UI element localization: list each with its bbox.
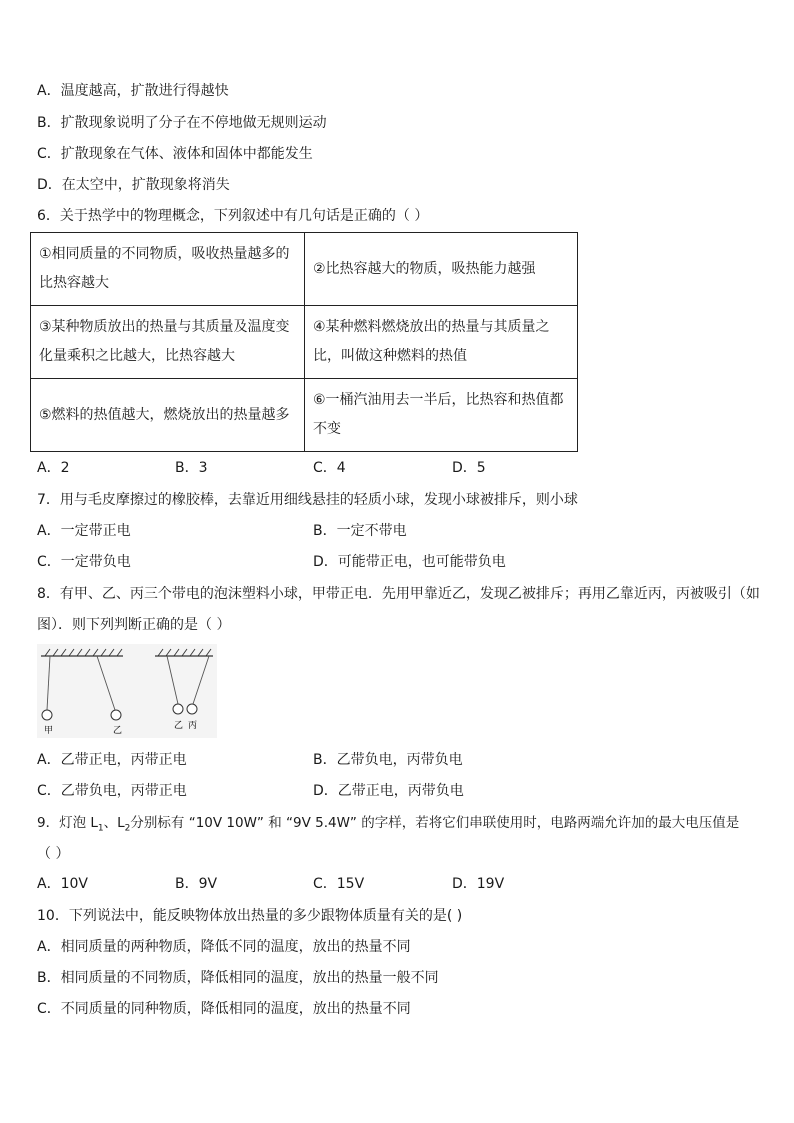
- q9-stem-pre: 9．灯泡 L: [37, 815, 98, 831]
- q9-option-c: C．15V: [313, 876, 365, 892]
- label-yi-right: 乙: [174, 721, 184, 731]
- q6-statement-1: ①相同质量的不同物质，吸收热量越多的比热容越大: [31, 233, 305, 306]
- q6-statement-6: ⑥一桶汽油用去一半后，比热容和热值都不变: [305, 379, 578, 452]
- ball-jia: [42, 710, 52, 720]
- label-jia: 甲: [44, 726, 54, 736]
- ball-bing: [187, 704, 197, 714]
- q5-option-b: B．扩散现象说明了分子在不停地做无规则运动: [37, 115, 327, 131]
- q6-statement-table: [30, 232, 578, 452]
- label-bing: 丙: [188, 721, 198, 731]
- q6-stem: 6．关于热学中的物理概念，下列叙述中有几句话是正确的（ ）: [37, 208, 429, 224]
- q6-option-c: C．4: [313, 460, 346, 476]
- table-row: [31, 379, 578, 452]
- q7-option-b: B．一定不带电: [313, 523, 407, 539]
- q6-option-a: A．2: [37, 460, 70, 476]
- q6-statement-4: ④某种燃料燃烧放出的热量与其质量之比，叫做这种燃料的热值: [305, 306, 578, 379]
- q8-option-d: D．乙带正电，丙带负电: [313, 783, 464, 799]
- q5-option-c: C．扩散现象在气体、液体和固体中都能发生: [37, 146, 313, 162]
- q7-option-d: D．可能带正电，也可能带负电: [313, 554, 506, 570]
- label-yi-left: 乙: [113, 726, 123, 736]
- ball-yi-right: [173, 704, 183, 714]
- q9-stem-line2: （ ）: [37, 846, 70, 862]
- q8-option-b: B．乙带负电，丙带负电: [313, 752, 463, 768]
- q9-stem-mid: 、L: [103, 815, 125, 831]
- table-row: [31, 306, 578, 379]
- q6-statement-2: ②比热容越大的物质，吸热能力越强: [305, 233, 578, 306]
- q7-option-c: C．一定带负电: [37, 554, 131, 570]
- q10-option-b: B．相同质量的不同物质，降低相同的温度，放出的热量一般不同: [37, 970, 439, 986]
- q6-statement-3: ③某种物质放出的热量与其质量及温度变化量乘积之比越大，比热容越大: [31, 306, 305, 379]
- q9-option-d: D．19V: [452, 876, 505, 892]
- q7-option-a: A．一定带正电: [37, 523, 131, 539]
- q6-statement-5: ⑤燃料的热值越大，燃烧放出的热量越多: [31, 379, 305, 452]
- q5-option-d: D．在太空中，扩散现象将消失: [37, 177, 230, 193]
- q10-stem: 10．下列说法中，能反映物体放出热量的多少跟物体质量有关的是( ): [37, 908, 463, 924]
- q8-option-c: C．乙带负电，丙带正电: [37, 783, 187, 799]
- q9-stem-post: 分别标有 “10V 10W” 和 “9V 5.4W” 的字样，若将它们串联使用时，电路两端允许加的最大电压值是: [130, 815, 740, 831]
- q6-option-b: B．3: [175, 460, 208, 476]
- q8-stem-line1: 8．有甲、乙、丙三个带电的泡沫塑料小球，甲带正电．先用甲靠近乙，发现乙被排斥；再用乙靠近丙，丙被吸引（如: [37, 586, 760, 602]
- q9-option-a: A．10V: [37, 876, 88, 892]
- q9-stem-line1: [37, 813, 739, 839]
- q9-sub-2: 2: [124, 823, 131, 834]
- q8-stem-line2: 图）．则下列判断正确的是（ ）: [37, 617, 231, 633]
- q5-option-a: A．温度越高，扩散进行得越快: [37, 83, 229, 99]
- q9-sub-1: 1: [97, 823, 104, 834]
- q8-option-a: A．乙带正电，丙带正电: [37, 752, 187, 768]
- pendulum-diagram: [37, 644, 217, 738]
- q6-option-d: D．5: [452, 460, 486, 476]
- q8-pendulum-figure: [37, 644, 217, 738]
- q10-option-c: C．不同质量的同种物质，降低相同的温度，放出的热量不同: [37, 1001, 411, 1017]
- q10-option-a: A．相同质量的两种物质，降低不同的温度，放出的热量不同: [37, 939, 411, 955]
- q7-stem: 7．用与毛皮摩擦过的橡胶棒，去靠近用细线悬挂的轻质小球，发现小球被排斥，则小球: [37, 492, 578, 508]
- ball-yi-left: [111, 710, 121, 720]
- q9-option-b: B．9V: [175, 876, 218, 892]
- table-row: [31, 233, 578, 306]
